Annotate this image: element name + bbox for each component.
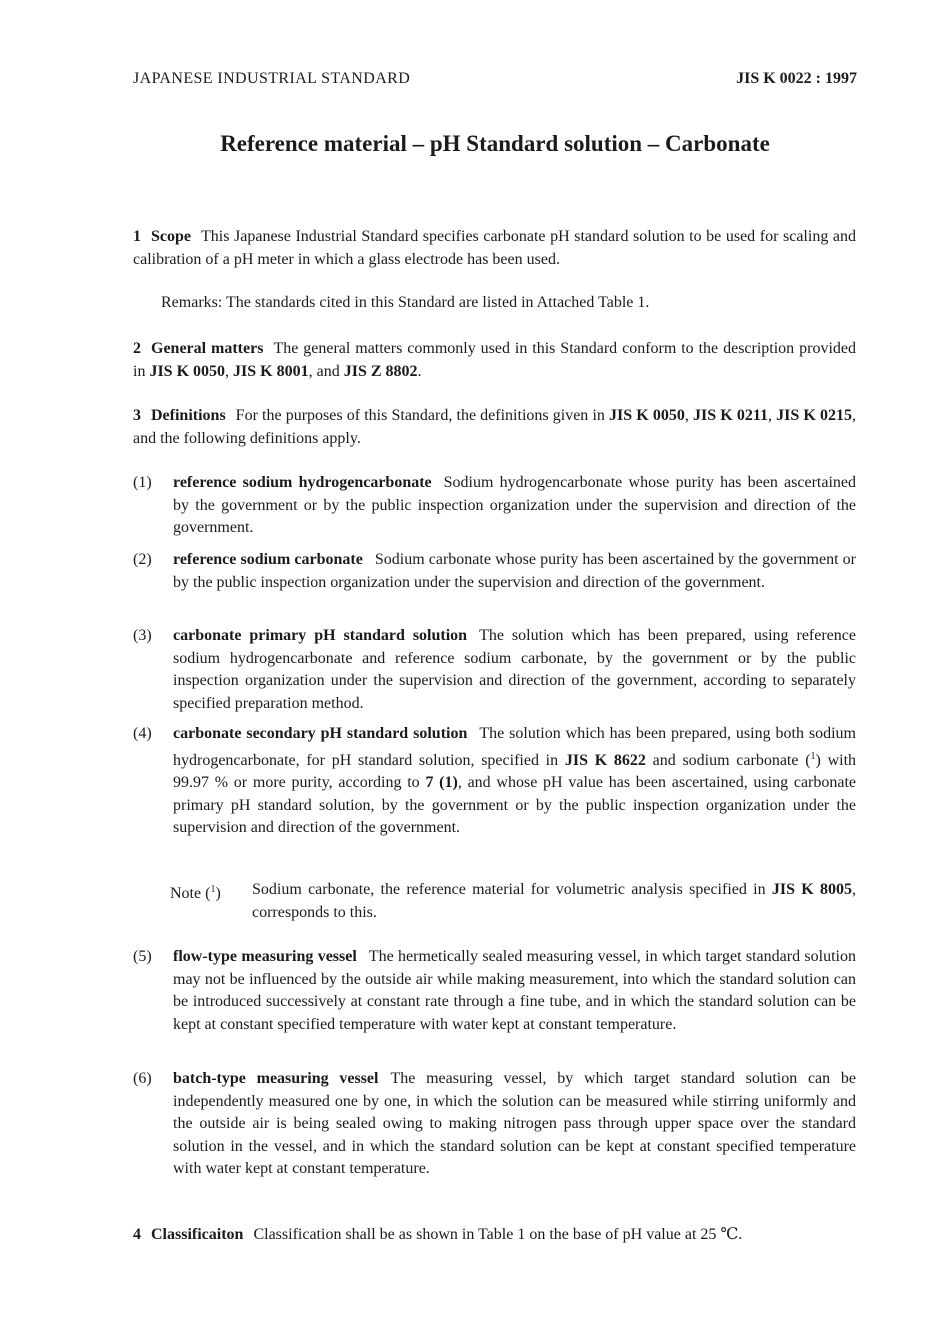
definition-item [133, 946, 856, 1036]
footnote-marker: 1 [810, 750, 816, 762]
definition-item [133, 472, 856, 540]
footnote-marker: 1 [210, 884, 216, 895]
definition-text: The solution which has been prepared, using both sodium hydrogencarbonate, for pH standard solution, specified in [173, 725, 856, 769]
section-number: 2 [133, 340, 141, 357]
section-text: The general matters commonly used in this Standard conform to the description provided in [133, 340, 856, 380]
section-scope [133, 226, 856, 271]
jis-reference: JIS K 0050 [609, 407, 685, 424]
item-label: (2) [133, 551, 152, 568]
section-number: 1 [133, 228, 141, 245]
section-heading: Scope [151, 228, 191, 245]
definition-term: reference sodium hydrogencarbonate [173, 474, 432, 491]
standard-header: JAPANESE INDUSTRIAL STANDARD [133, 70, 411, 87]
section-text: For the purposes of this Standard, the definitions given in [235, 407, 605, 424]
jis-reference: JIS K 0050 [149, 362, 226, 380]
definition-text: and sodium carbonate ( [652, 751, 811, 769]
section-heading: Definitions [151, 407, 226, 424]
definition-text: , and whose pH value has been ascertained, using carbonate primary pH standard solution, by the government or by the public inspection organization under the supervision and direction of the government. [173, 774, 857, 836]
note-label [170, 879, 221, 906]
section-number: 4 [133, 1226, 141, 1243]
note-text: , corresponds to this. [252, 881, 856, 921]
remarks: Remarks: The standards cited in this Standard are listed in Attached Table 1. [161, 294, 650, 311]
jis-reference: JIS Z 8802 [343, 362, 418, 380]
definition-text: ) with 99.97 % or more purity, according to [173, 751, 857, 791]
section-text: , and the following definitions apply. [133, 407, 856, 447]
item-label: (5) [133, 948, 152, 965]
definition-item [133, 723, 856, 840]
note-label-text: Note ( [170, 885, 211, 902]
clause-reference: 7 (1) [425, 774, 458, 791]
jis-reference: JIS K 8622 [564, 751, 646, 769]
definition-term: carbonate secondary pH standard solution [173, 725, 468, 742]
definition-term: carbonate primary pH standard solution [173, 627, 468, 644]
item-label: (4) [133, 725, 152, 742]
jis-reference: JIS K 0211 [693, 407, 768, 424]
section-heading: General matters [151, 340, 264, 357]
item-label: (6) [133, 1070, 152, 1087]
document-title: Reference material – pH Standard solution – Carbonate [220, 131, 770, 156]
definition-term: batch-type measuring vessel [173, 1070, 379, 1087]
definition-term: reference sodium carbonate [173, 551, 363, 568]
definition-item [133, 1068, 856, 1181]
definition-item [133, 549, 856, 594]
period: . [417, 362, 422, 380]
note-label-close: ) [215, 885, 221, 902]
section-classification [133, 1224, 856, 1247]
definition-text: Sodium hydrogencarbonate whose purity has been ascertained by the government or by the public inspection organization under the supervision and direction of the government. [173, 474, 856, 536]
jis-reference: JIS K 0215 [776, 407, 852, 424]
section-heading: Classificaiton [151, 1226, 244, 1243]
section-text: This Japanese Industrial Standard specifies carbonate pH standard solution to be used for scaling and calibration of a pH meter in which a glass electrode has been used. [133, 228, 856, 268]
jis-reference: JIS K 8001 [233, 362, 309, 380]
item-label: (1) [133, 474, 152, 491]
conjunction: , and [308, 362, 340, 380]
definition-text: The measuring vessel, by which target standard solution can be independently measured one by one, in which the solution can be measured while stirring uniformly and the outside air is being sealed owing to making nitrogen pass through upper space over the standard solution in the vessel, and in which the standard solution can be kept at constant specified temperature with water kept at constant temperature. [173, 1070, 856, 1177]
definition-text: The hermetically sealed measuring vessel, in which target standard solution may not be influenced by the outside air while making measurement, into which the standard solution can be introduced successively at constant rate through a fine tube, and in which the standard solution can be kept at constant specified temperature with water kept at constant temperature. [173, 948, 856, 1033]
note-text: Sodium carbonate, the reference material for volumetric analysis specified in [252, 881, 766, 898]
standard-number: JIS K 0022 : 1997 [736, 70, 857, 87]
item-label: (3) [133, 627, 152, 644]
definition-text: Sodium carbonate whose purity has been ascertained by the government or by the public inspection organization under the supervision and direction of the government. [173, 551, 856, 591]
definition-term: flow-type measuring vessel [173, 948, 357, 965]
footnote [170, 879, 856, 924]
jis-reference: JIS K 8005 [771, 881, 852, 898]
definition-item [133, 625, 856, 715]
definition-text: The solution which has been prepared, using reference sodium hydrogencarbonate and reference sodium carbonate, by the government or by the public inspection organization under the supervision and direction of the government, according to separately specified preparation method. [173, 627, 856, 712]
section-number: 3 [133, 407, 141, 424]
section-text: Classification shall be as shown in Table 1 on the base of pH value at 25 ℃. [253, 1226, 743, 1243]
section-general-matters: 2 General matters The general matters commonly used in this Standard conform to the description provided in JIS K 0050, JIS K 8001, and JIS Z 8802. [133, 340, 856, 380]
section-definitions: 3 Definitions For the purposes of this Standard, the definitions given in JIS K 0050, JIS K 0211, JIS K 0215, and the following definitions apply. [133, 407, 856, 447]
